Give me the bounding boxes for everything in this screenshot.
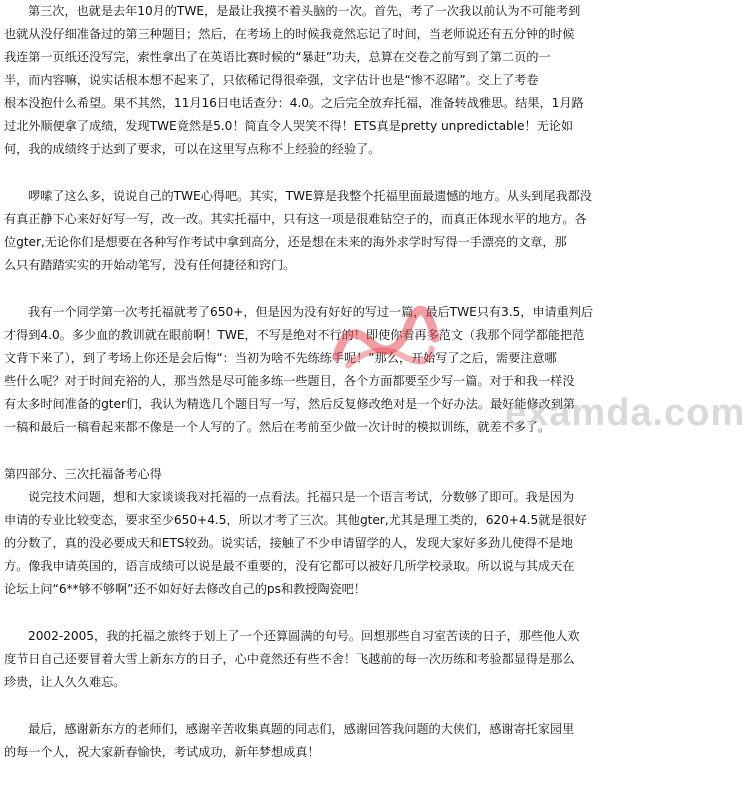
text-line: 2002-2005，我的托福之旅终于划上了一个还算圆满的句号。回想那些自习室苦读的日子，那些他人欢 — [28, 629, 580, 643]
text-line: 的每一个人，祝大家新春愉快，考试成功，新年梦想成真！ — [4, 745, 320, 759]
paragraph-twe-insights — [4, 185, 664, 277]
text-line: 说完技术问题，想和大家谈谈我对托福的一点看法。托福只是一个语言考试，分数够了即可。我是因为 — [28, 490, 575, 504]
text-line: 位gter,无论你们是想要在各种写作考试中拿到高分，还是想在未来的海外求学时写得一手漂亮的文章，那 — [4, 235, 567, 249]
text-line: 有真正静下心来好好写一写，改一改。其实托福中，只有这一项是很难钻空子的，而真正体现水平的地方。各 — [4, 212, 587, 226]
text-line: 度节日自己还要冒着大雪上新东方的日子，心中竟然还有些不舍！飞越前的每一次历练和考验都显得是那么 — [4, 652, 575, 666]
section-part-four — [4, 463, 664, 601]
text-line: 根本没抱什么希望。果不其然，11月16日电话查分：4.0。之后完全放弃托福，准备转战雅思。结果，1月路 — [4, 96, 584, 110]
text-line: 一稿和最后一稿看起来都不像是一个人写的了。然后在考前至少做一次计时的模拟训练，就差不多了。 — [4, 420, 551, 434]
text-line: 我连第一页纸还没写完，索性拿出了在英语比赛时候的“暴赶”功夫，总算在交卷之前写到了第二页的一 — [4, 50, 551, 64]
text-line: 最后，感谢新东方的老师们，感谢辛苦收集真题的同志们，感谢回答我问题的大侠们，感谢寄托家园里 — [28, 722, 575, 736]
text-line: 方。像我申请英国的，语言成绩可以说是最不重要的，没有它都可以被好几所学校录取。所以说与其成天在 — [4, 559, 575, 573]
article-body — [4, 0, 664, 788]
text-line: 才得到4.0。多少血的教训就在眼前啊！TWE，不写是绝对不行的！即使你看再多范文（我那个同学都能把范 — [4, 328, 585, 342]
paragraph-classmate-lesson — [4, 301, 664, 439]
paragraph-journey-end — [4, 625, 664, 694]
text-line: 我有一个同学第一次考托福就考了650+，但是因为没有好好的写过一篇，最后TWE只有3.5，申请重判后 — [28, 305, 594, 319]
text-line: 论坛上问“6**够不够啊”还不如好好去修改自己的ps和教授陶瓷吧！ — [4, 582, 366, 596]
text-line: 些什么呢？对于时间充裕的人，那当然是尽可能多练一些题目，各个方面都要至少写一篇。对于和我一样没 — [4, 374, 575, 388]
text-line: 么只有踏踏实实的开始动笔写，没有任何捷径和窍门。 — [4, 258, 296, 272]
text-line: 有太多时间准备的gter们，我认为精选几个题目写一写，然后反复修改绝对是一个好办法。最好能修改到第 — [4, 397, 576, 411]
paragraph-third-attempt — [4, 0, 664, 161]
site-watermark: examda.com — [505, 392, 745, 434]
text-line: 半，而内容嘛，说实话根本想不起来了，只依稀记得很牵强，文字估计也是“惨不忍睹”。交上了考卷 — [4, 73, 539, 87]
text-line: 也就从没仔细准备过的第三种题目；然后，在考场上的时候我竟然忘记了时间，当老师说还有五分钟的时候 — [4, 27, 575, 41]
text-line: 第三次，也就是去年10月的TWE，是最让我摸不着头脑的一次。首先，考了一次我以前认为不可能考到 — [28, 4, 581, 18]
text-line: 申请的专业比较变态，要求至少650+4.5，所以才考了三次。其他gter,尤其是理工类的，620+4.5就是很好 — [4, 513, 587, 527]
text-line: 啰嗦了这么多，说说自己的TWE心得吧。其实，TWE算是我整个托福里面最遗憾的地方。从头到尾我都没 — [28, 189, 592, 203]
text-line: 何，我的成绩终于达到了要求，可以在这里写点称不上经验的经验了。 — [4, 142, 381, 156]
text-line: 珍贵，让人久久难忘。 — [4, 675, 126, 689]
text-line: 过北外顺便拿了成绩，发现TWE竟然是5.0！简直令人哭笑不得！ETS真是pretty unpredictable！无论如 — [4, 119, 574, 133]
section-heading: 第四部分、三次托福备考心得 — [4, 467, 162, 481]
text-line: 的分数了，真的没必要成天和ETS较劲。说实话，接触了不少申请留学的人，发现大家好多劲儿使得不是地 — [4, 536, 573, 550]
paragraph-thanks — [4, 718, 664, 764]
text-line: 文背下来了），到了考场上你还是会后悔“：当初为啥不先练练手呢！”那么，开始写了之后，需要注意哪 — [4, 351, 557, 365]
